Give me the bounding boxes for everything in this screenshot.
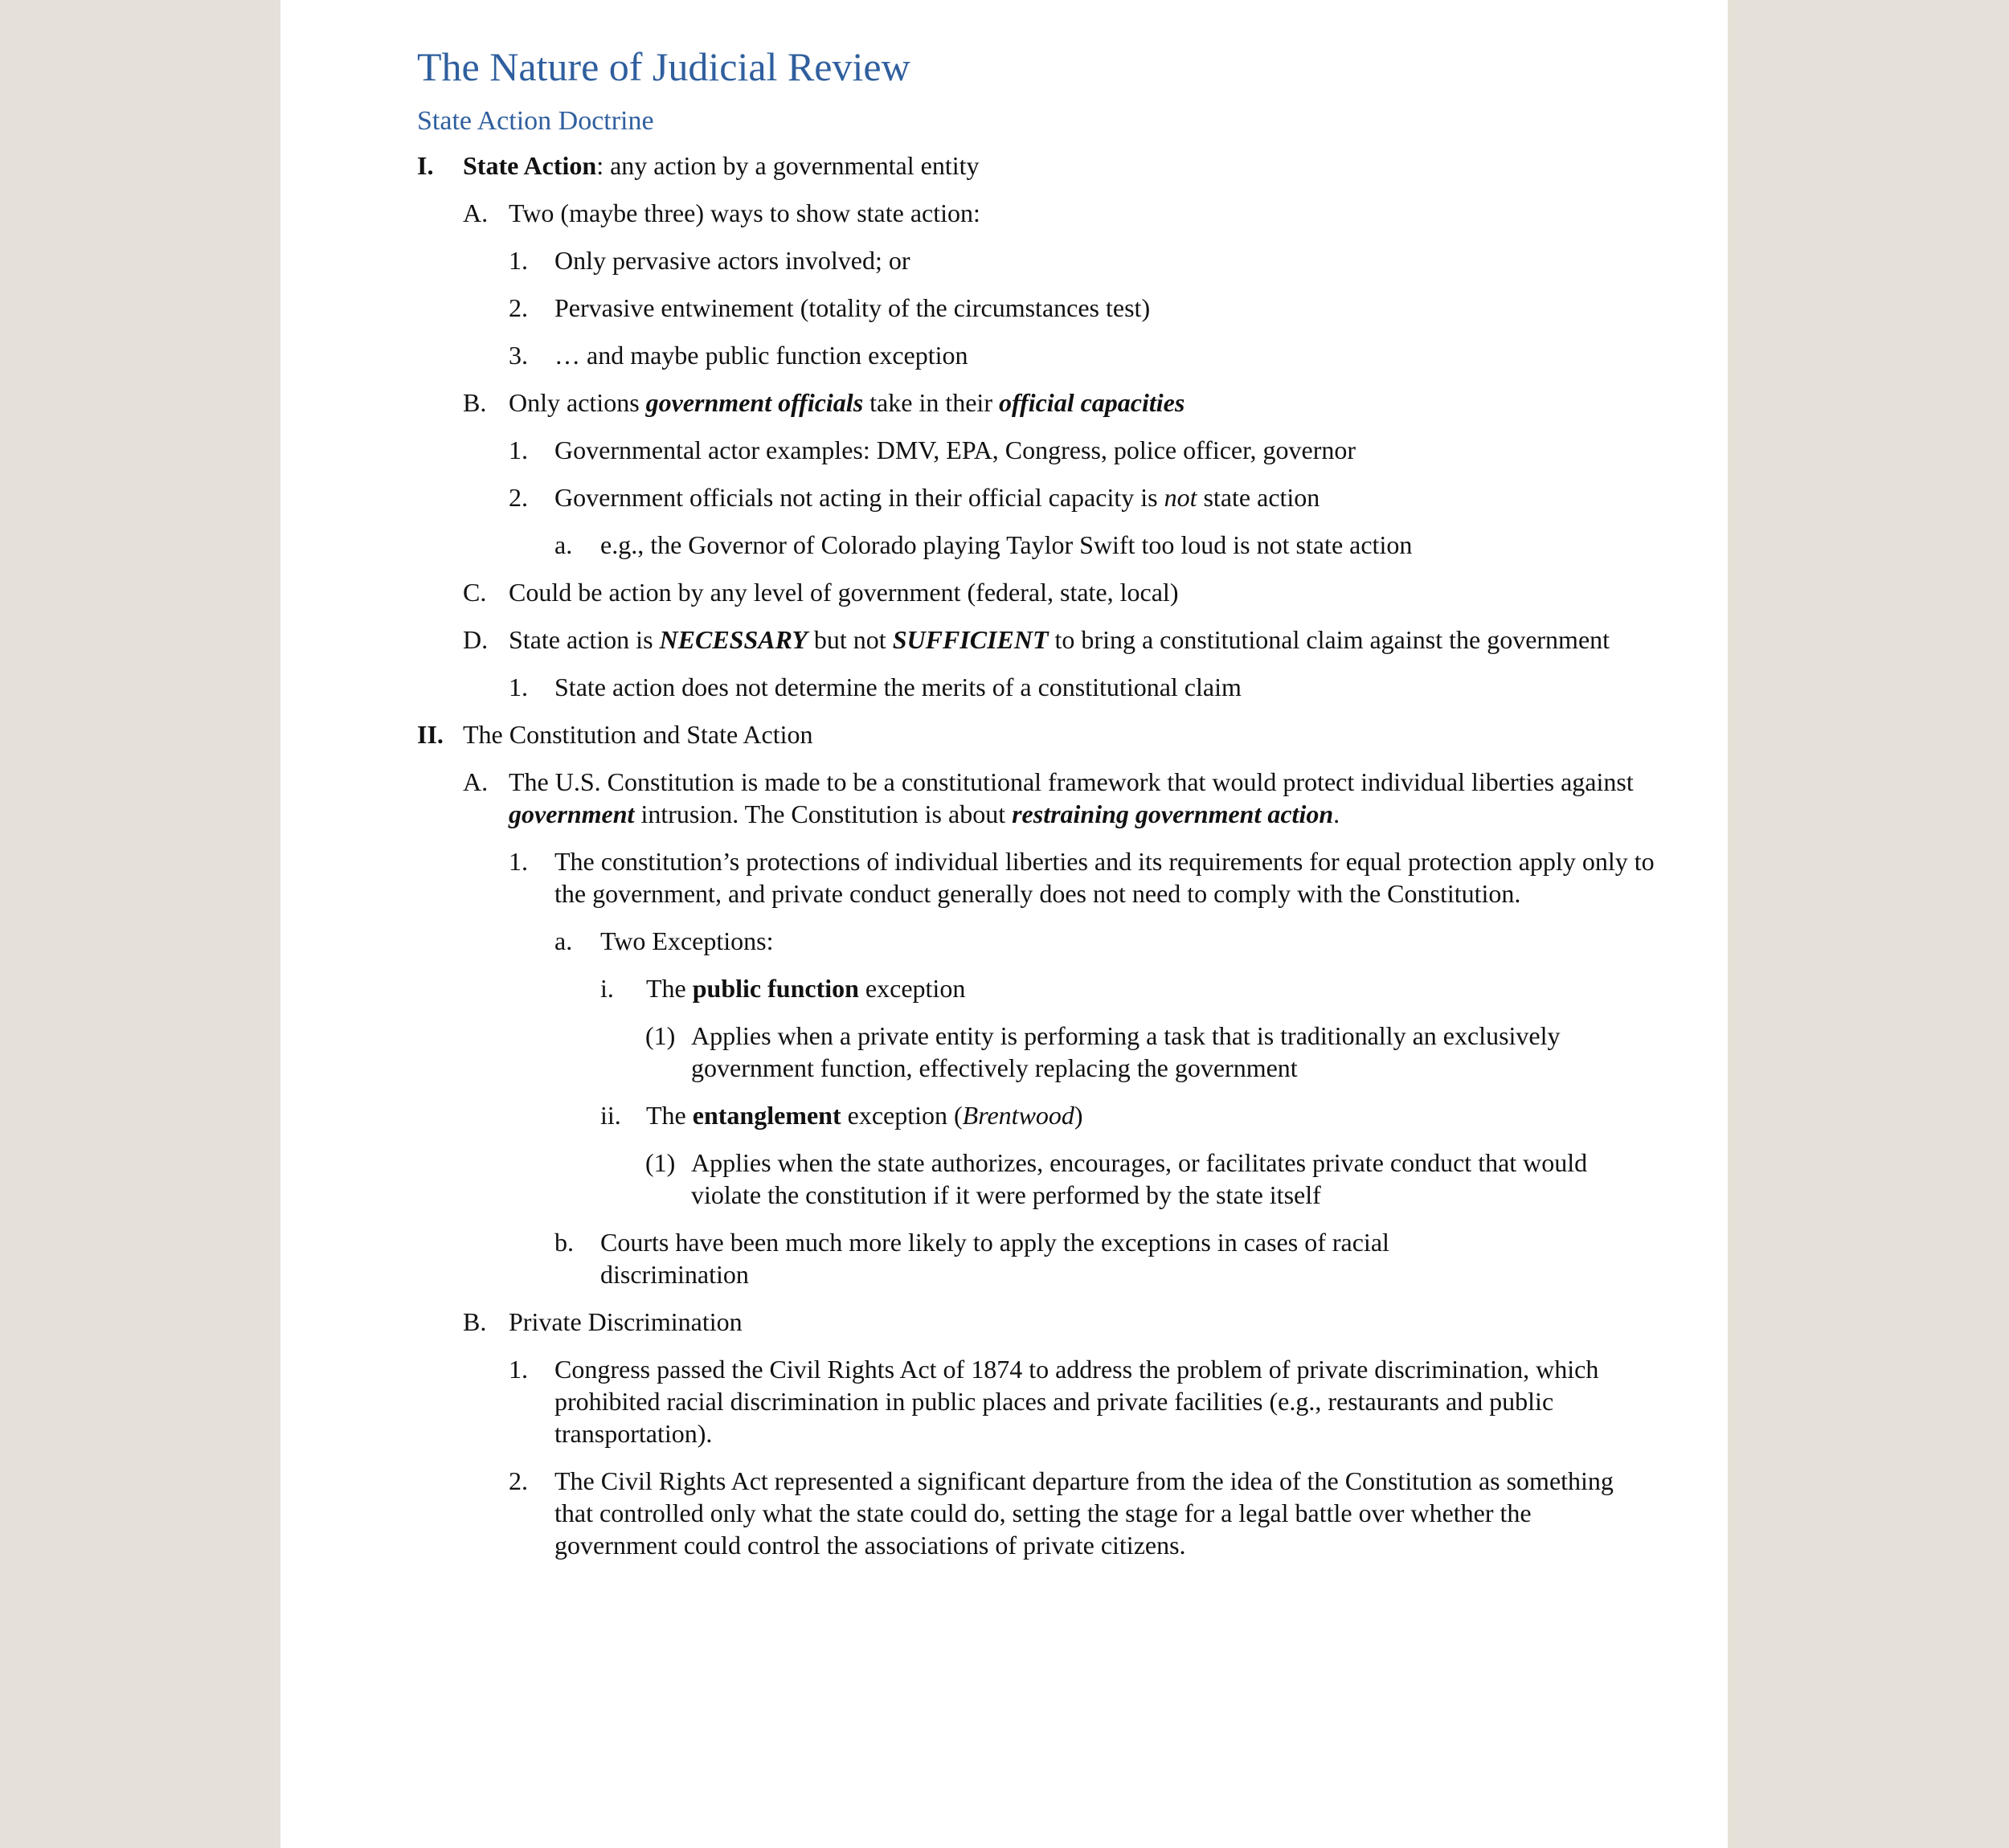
outline-item-I-D [417,623,1655,656]
item-number: A. [463,198,489,227]
outline-item-I-A-2 [417,292,1655,324]
text-run: exception [858,974,966,1003]
item-text [646,1099,1655,1131]
item-number: 1. [509,673,528,701]
item-text: Applies when a private entity is performing a task that is traditionally an exclusively government function, effectively replacing the government [691,1021,1561,1082]
text-run: ) [1074,1101,1083,1130]
outline-item-II-A-1-a [417,925,1655,957]
outline-item-I-D-1 [417,671,1655,703]
item-text [509,766,1655,830]
outline-item-I-B-2 [417,481,1655,513]
item-number: 1. [509,435,528,464]
item-number: I. [417,151,434,180]
item-text: The Constitution and State Action [463,720,813,749]
emphasis-bold-italic: official capacities [998,388,1185,417]
item-text: Pervasive entwinement (totality of the circumstances test) [554,293,1151,322]
term-bold: public function [692,974,859,1003]
emphasis-bold-italic: government [509,799,635,828]
item-number: (1) [645,1021,676,1050]
outline-item-II-B-1 [417,1353,1655,1449]
item-text: Applies when the state authorizes, encourages, or facilitates private conduct that would violate the constitution if it were performed by the state itself [691,1148,1588,1209]
text-run: but not [807,625,893,654]
item-number: 1. [509,246,528,275]
item-text: Only pervasive actors involved; or [554,246,910,275]
item-number: 2. [509,293,528,322]
item-number: D. [463,625,489,654]
item-text: Two Exceptions: [600,926,774,955]
term-bold: State Action [463,151,597,180]
item-text: Could be action by any level of government (federal, state, local) [509,578,1179,607]
text-run: The [646,1101,693,1130]
item-number: 1. [509,847,528,876]
item-text: Governmental actor examples: DMV, EPA, Congress, police officer, governor [554,435,1356,464]
item-text: The constitution’s protections of individual liberties and its requirements for equal protection apply only to the government, and private conduct generally does not need to comply with the Constitution. [554,847,1655,908]
item-number: ii. [600,1101,621,1130]
document-body [417,42,1655,1576]
text-run: The [646,974,693,1003]
item-number: 1. [509,1355,528,1384]
item-text [509,386,1655,419]
outline-item-II [417,718,1655,750]
item-number: i. [600,974,614,1003]
item-number: 2. [509,1466,528,1495]
item-text: Congress passed the Civil Rights Act of 1874 to address the problem of private discrimination, which prohibited racial discrimination in public places and private facilities (e.g., restaurants and public transportation). [554,1355,1599,1448]
text-run: : any action by a governmental entity [596,151,980,180]
text-run: take in their [863,388,999,417]
item-number: A. [463,767,489,796]
item-text [646,972,1655,1004]
outline-item-II-A-1-a-i-1 [417,1020,1655,1084]
item-text: Two (maybe three) ways to show state action: [509,198,980,227]
outline-item-I [417,149,1655,182]
item-text [463,149,1655,182]
text-run: Government officials not acting in their official capacity is [554,483,1164,512]
item-number: C. [463,578,487,607]
text-run: State action is [509,625,660,654]
outline-item-I-B [417,386,1655,419]
outline-item-II-A-1-a-i [417,972,1655,1004]
outline-item-II-A [417,766,1655,830]
item-text: The Civil Rights Act represented a significant departure from the idea of the Constitution as something that controlled only what the state could do, setting the stage for a legal battle over whether the government could control the associations of private citizens. [554,1466,1614,1560]
emphasis-italic: not [1164,483,1197,512]
outline-item-II-B [417,1306,1655,1338]
outline-item-II-A-1 [417,845,1655,910]
outline-item-I-C [417,576,1655,608]
document-page [280,0,1728,1848]
item-number: B. [463,1307,487,1336]
outline-item-I-B-1 [417,434,1655,466]
item-text: Private Discrimination [509,1307,743,1336]
item-number: a. [554,926,573,955]
outline-item-II-B-2 [417,1465,1655,1561]
item-number: 3. [509,341,528,370]
item-number: 2. [509,483,528,512]
outline-item-II-A-1-b [417,1226,1655,1290]
outline-item-I-A-1 [417,244,1655,276]
outline-item-I-A-3 [417,339,1655,371]
item-text: Courts have been much more likely to apply the exceptions in cases of racial discrimination [600,1228,1389,1289]
emphasis-bold-italic: NECESSARY [659,625,808,654]
item-text [554,481,1655,513]
emphasis-bold-italic: SUFFICIENT [892,625,1049,654]
document-title: The Nature of Judicial Review [417,44,910,89]
text-run: exception ( [841,1101,963,1130]
text-run: . [1333,799,1340,828]
item-number: a. [554,530,573,559]
case-name-italic: Brentwood [962,1101,1074,1130]
item-text: State action does not determine the merits of a constitutional claim [554,673,1242,701]
item-number: b. [554,1228,574,1257]
document-subtitle: State Action Doctrine [417,106,654,136]
text-run: state action [1197,483,1320,512]
outline-item-II-A-1-a-ii [417,1099,1655,1131]
text-run: The U.S. Constitution is made to be a constitutional framework that would protect individual liberties against [509,767,1634,796]
text-run: Only actions [509,388,646,417]
text-run: intrusion. The Constitution is about [634,799,1013,828]
item-text [509,623,1655,656]
outline-item-I-A [417,197,1655,229]
item-text: e.g., the Governor of Colorado playing Taylor Swift too loud is not state action [600,530,1413,559]
item-number: B. [463,388,487,417]
item-number: (1) [645,1148,676,1177]
item-text: … and maybe public function exception [554,341,968,370]
emphasis-bold-italic: restraining government action [1012,799,1334,828]
text-run: to bring a constitutional claim against the government [1048,625,1610,654]
outline-item-II-A-1-a-ii-1 [417,1147,1655,1211]
outline-item-I-B-2-a [417,529,1655,561]
term-bold: entanglement [692,1101,841,1130]
item-number: II. [417,720,444,749]
emphasis-bold-italic: government officials [645,388,864,417]
